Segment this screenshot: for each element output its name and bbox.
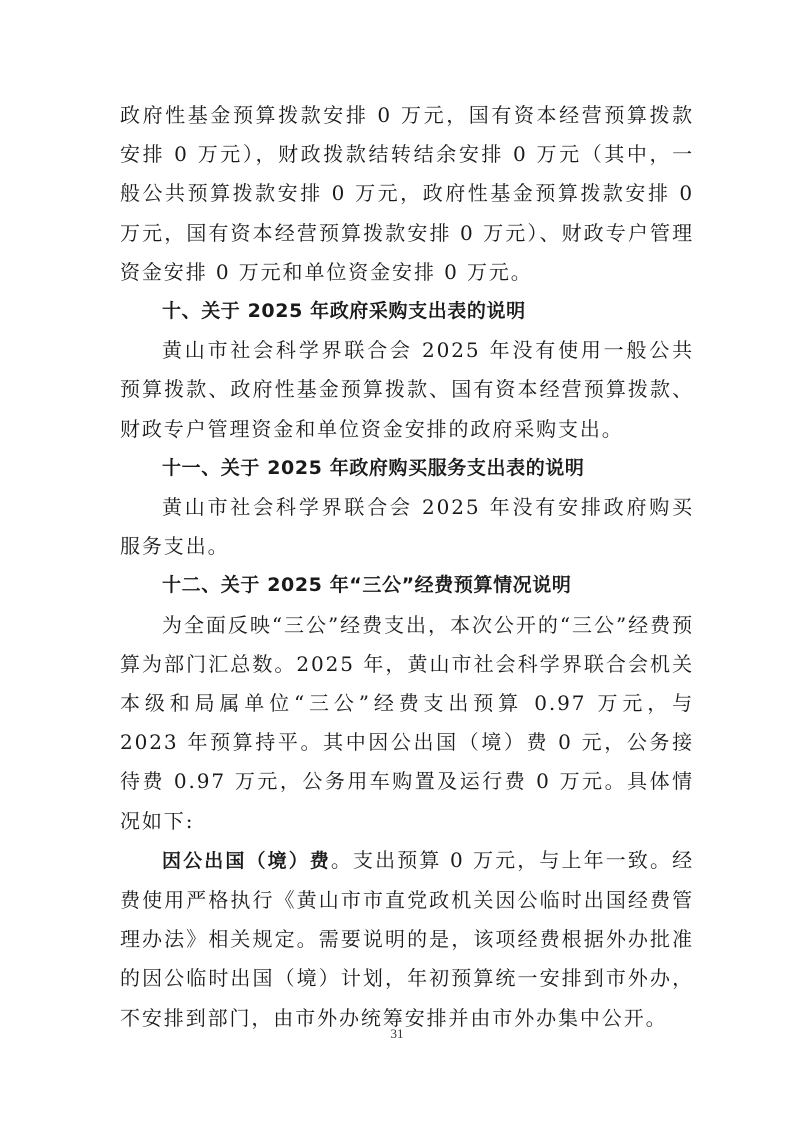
- paragraph-purchase-services: 黄山市社会科学界联合会 2025 年没有安排政府购买服务支出。: [120, 495, 694, 559]
- paragraph-government-procurement: 黄山市社会科学界联合会 2025 年没有使用一般公共预算拨款、政府性基金预算拨款、国有资本经营预算拨款、财政专户管理资金和单位资金安排的政府采购支出。: [120, 338, 694, 441]
- overseas-travel-text: 。支出预算 0 万元，与上年一致。经费使用严格执行《黄山市市直党政机关因公临时出国经费管理办法》相关规定。需要说明的是，该项经费根据外办批准的因公临时出国（境）计划，年初预算统一安排到市外办，不安排到部门，由市外办统筹安排并由市外办集中公开。: [120, 847, 694, 1030]
- page-number: 31: [390, 1026, 404, 1041]
- overseas-travel-label: 因公出国（境）费: [162, 849, 331, 872]
- paragraph-funding-continued: 政府性基金预算拨款安排 0 万元，国有资本经营预算拨款安排 0 万元），财政拨款结转结余安排 0 万元（其中，一般公共预算拨款安排 0 万元，政府性基金预算拨款安排 0 万元，国有资本经营预算拨款安排 0 万元）、财政专户管理资金安排 0 万元和单位资金安排 0 万元。: [120, 103, 694, 284]
- heading-section-10: 十、关于 2025 年政府采购支出表的说明: [162, 300, 526, 323]
- heading-section-11: 十一、关于 2025 年政府购买服务支出表的说明: [162, 456, 585, 479]
- paragraph-overseas-travel: [120, 841, 694, 1038]
- paragraph-three-public-overview: 为全面反映“三公”经费支出，本次公开的“三公”经费预算为部门汇总数。2025 年，黄山市社会科学界联合会机关本级和局属单位“三公”经费支出预算 0.97 万元，与 2023 年预算持平。其中因公出国（境）费 0 元，公务接待费 0.97 万元，公务用车购置及运行费 0 万元。具体情况如下:: [120, 612, 694, 833]
- document-body: [120, 96, 694, 1038]
- heading-section-12: 十二、关于 2025 年“三公”经费预算情况说明: [162, 574, 572, 597]
